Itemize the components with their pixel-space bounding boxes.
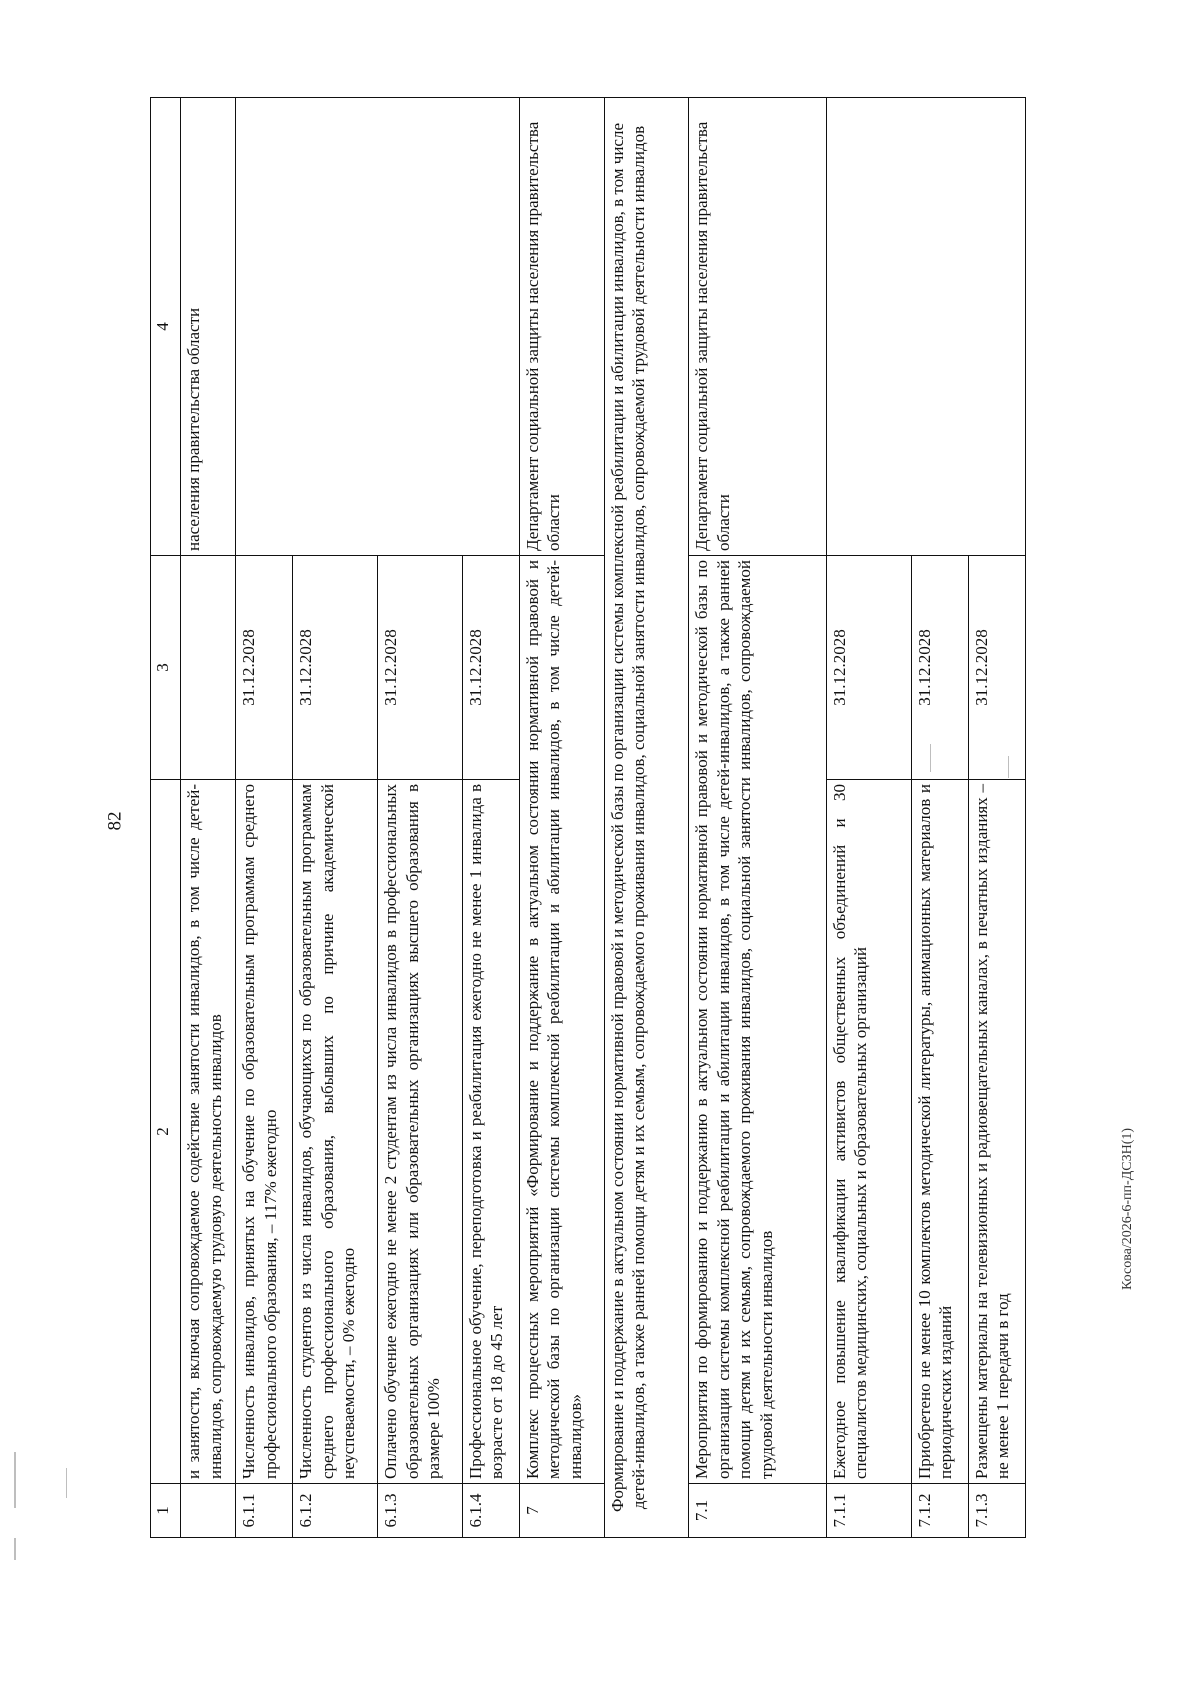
rotated-table-container <box>150 98 1026 1538</box>
column-header-description: 2 <box>151 780 181 1484</box>
row-number: 7.1.3 <box>968 1484 1025 1538</box>
column-header-responsible: 4 <box>151 98 181 556</box>
row-deadline: 31.12.2028 <box>293 556 378 780</box>
row-deadline: 31.12.2028 <box>462 556 519 780</box>
row-description: Численность инвалидов, принятых на обучение по образовательным программам среднего профессионального образования, – 117% ежегодно <box>236 780 293 1484</box>
column-header-deadline: 3 <box>151 556 181 780</box>
row-responsible: населения правительства области <box>181 98 236 556</box>
row-deadline: 31.12.2028 <box>377 556 462 780</box>
scan-mark <box>14 1452 16 1508</box>
measures-table <box>150 97 1026 1538</box>
row-number: 6.1.1 <box>236 1484 293 1538</box>
row-number: 6.1.2 <box>293 1484 378 1538</box>
row-responsible-empty <box>236 98 520 556</box>
row-deadline <box>181 556 236 780</box>
row-description: Численность студентов из числа инвалидов, обучающихся по образовательным программам среднего профессионального образования, выбывших по причине академической неуспеваемости, – 0% ежегодно <box>293 780 378 1484</box>
row-number: 6.1.4 <box>462 1484 519 1538</box>
row-responsible: Департамент социальной защиты населения правительства области <box>689 98 827 556</box>
table-row-section-heading <box>604 98 689 1538</box>
row-description: Оплачено обучение ежегодно не менее 2 студентам из числа инвалидов в профессиональных образовательных организациях или образовательных организациях высшего образования в размере 100% <box>377 780 462 1484</box>
row-description: и занятости, включая сопровождаемое содействие занятости инвалидов, в том числе детей-инвалидов, сопровождаемую трудовую деятельность инвалидов <box>181 780 236 1484</box>
row-number <box>181 1484 236 1538</box>
row-number: 7.1 <box>689 1484 827 1538</box>
row-number: 7.1.2 <box>911 1484 968 1538</box>
footer-document-code: Косова/2026-6-пп-ДСЗН(1) <box>1120 1127 1135 1290</box>
table-row <box>236 98 293 1538</box>
scan-mark <box>66 1468 67 1498</box>
table-row <box>689 98 827 1538</box>
section-heading: Формирование и поддержание в актуальном состоянии нормативной правовой и методической базы по организации системы комплексной реабилитации и абилитации инвалидов, в том числе детей-инвалидов, а также ранней помощи детям и их семьям, сопровождаемого проживания инвалидов, социальной занятости инвалидов, сопровождаемой трудовой деятельности инвалидов <box>604 98 689 1538</box>
row-deadline: 31.12.2028 <box>826 556 911 780</box>
row-description: Комплекс процессных мероприятий «Формирование и поддержание в актуальном состоянии нормативной правовой и методической базы по организации системы комплексной реабилитации и абилитации инвалидов, в том числе детей-инвалидов» <box>519 556 604 1484</box>
row-deadline: 31.12.2028 <box>911 556 968 780</box>
row-description: Размещены материалы на телевизионных и радиовещательных каналах, в печатных изданиях – не менее 1 передачи в год <box>968 780 1025 1484</box>
row-deadline: 31.12.2028 <box>236 556 293 780</box>
row-number: 7 <box>519 1484 604 1538</box>
page-number: 82 <box>104 811 126 831</box>
row-description: Приобретено не менее 10 комплектов методической литературы, анимационных материалов и периодических изданий <box>911 780 968 1484</box>
column-header-number: 1 <box>151 1484 181 1538</box>
row-description: Мероприятия по формированию и поддержанию в актуальном состоянии нормативной правовой и методической базы по организации системы комплексной реабилитации и абилитации инвалидов, в том числе детей-инвалидов, а также ранней помощи детям и их семьям, сопровождаемого проживания инвалидов, социальной занятости инвалидов, сопровождаемой трудовой деятельности инвалидов <box>689 556 827 1484</box>
table-row <box>826 98 911 1538</box>
row-responsible: Департамент социальной защиты населения правительства области <box>519 98 604 556</box>
row-responsible-empty <box>826 98 1025 556</box>
row-number: 6.1.3 <box>377 1484 462 1538</box>
row-description: Ежегодное повышение квалификации активистов общественных объединений и 30 специалистов медицинских, социальных и образовательных организаций <box>826 780 911 1484</box>
table-header-row <box>151 98 181 1538</box>
row-description: Профессиональное обучение, переподготовка и реабилитация ежегодно не менее 1 инвалида в возрасте от 18 до 45 лет <box>462 780 519 1484</box>
table-row <box>519 98 604 1538</box>
row-deadline: 31.12.2028 <box>968 556 1025 780</box>
scan-mark <box>14 1538 16 1560</box>
row-number: 7.1.1 <box>826 1484 911 1538</box>
table-row <box>181 98 236 1538</box>
